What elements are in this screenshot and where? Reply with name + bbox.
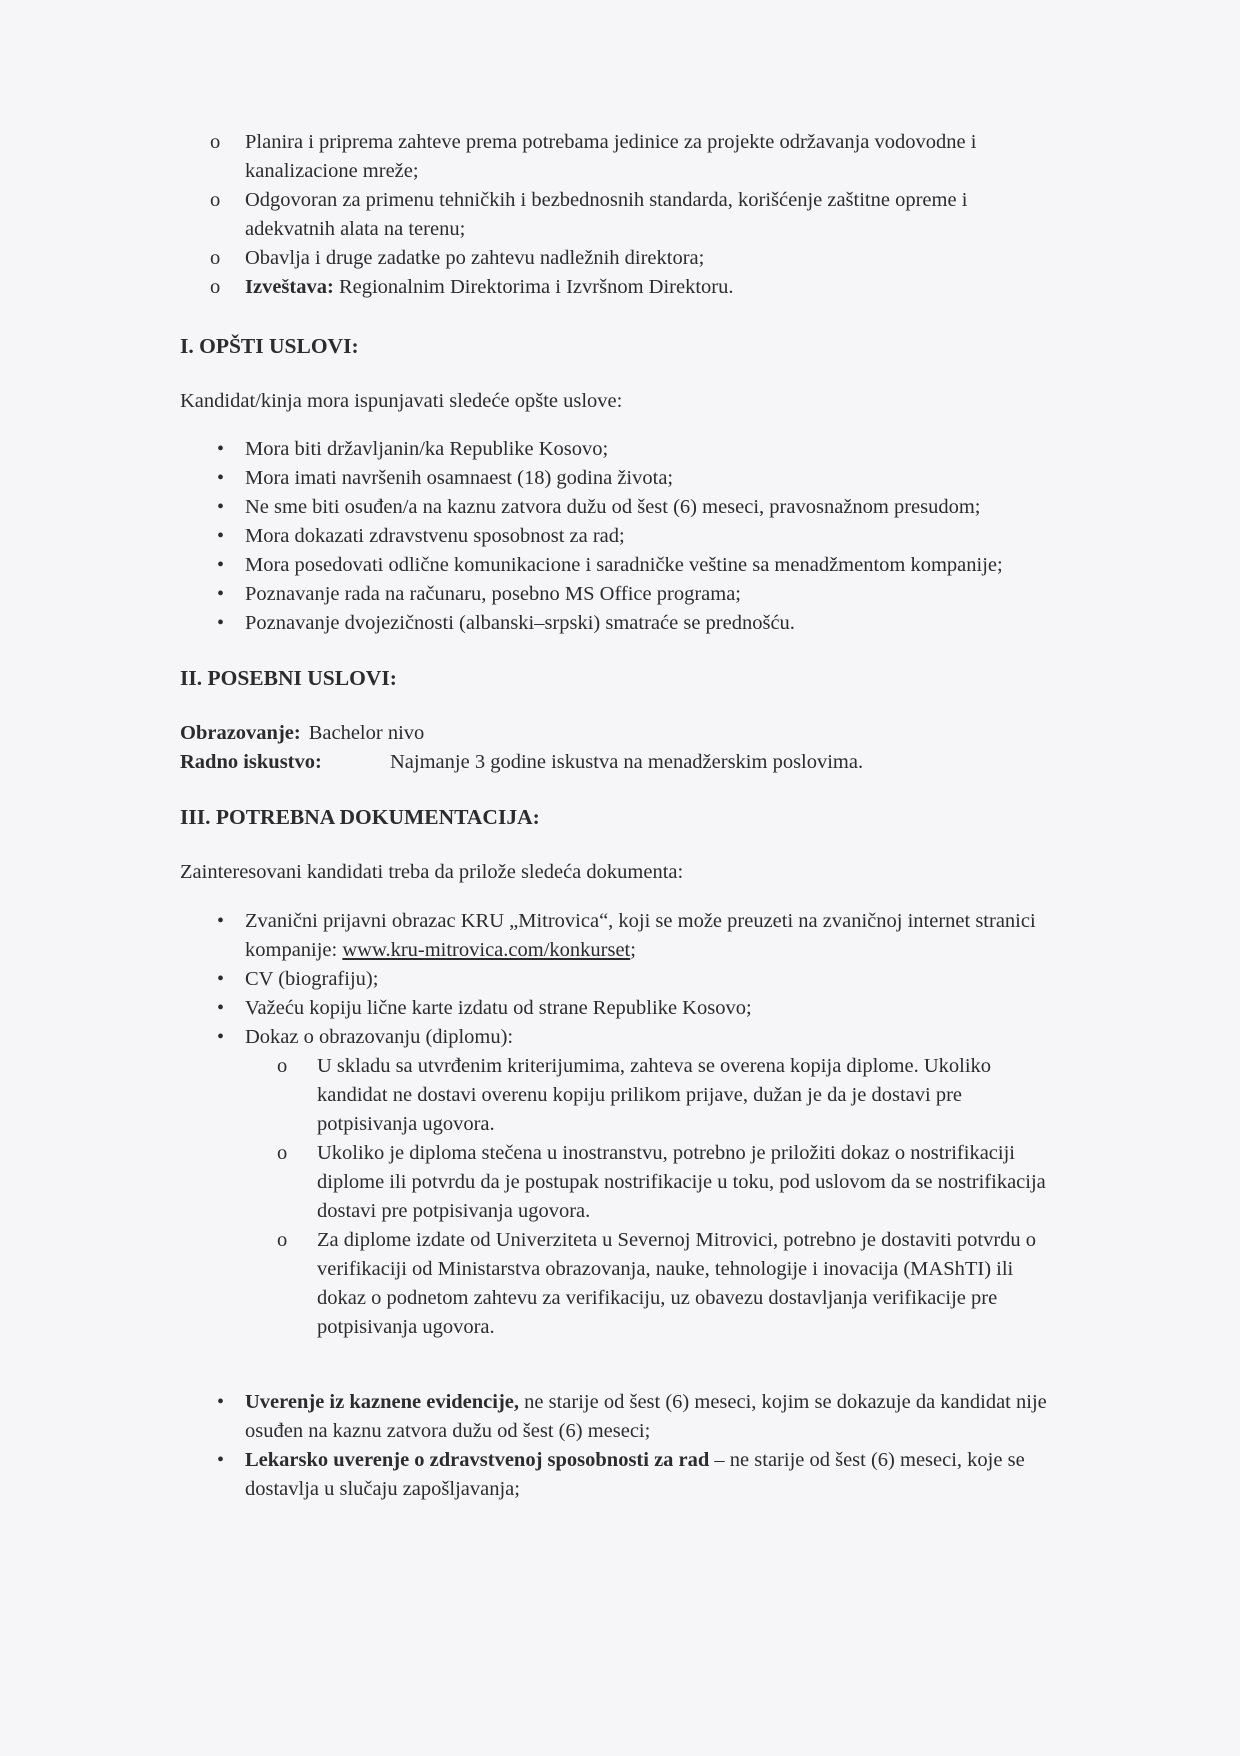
- list-item: • Važeću kopiju lične karte izdatu od strane Republike Kosovo;: [180, 994, 1060, 1023]
- list-item-reports: [180, 273, 1060, 302]
- list-item: • Poznavanje rada na računaru, posebno MS Office programa;: [180, 580, 1060, 609]
- section-heading-special: II. POSEBNI USLOVI:: [180, 666, 397, 690]
- documents-intro: Zainteresovani kandidati treba da prilože sledeća dokumenta:: [180, 861, 684, 883]
- list-item: o Obavlja i druge zadatke po zahtevu nadležnih direktora;: [180, 244, 1060, 273]
- list-item: o Odgovoran za primenu tehničkih i bezbednosnih standarda, korišćenje zaštitne opreme i adekvatnih alata na terenu;: [180, 186, 1060, 244]
- certificates-list: [180, 1388, 1060, 1504]
- list-item: • CV (biografiju);: [180, 965, 1060, 994]
- general-intro: Kandidat/kinja mora ispunjavati sledeće opšte uslove:: [180, 390, 623, 412]
- experience-row: [180, 748, 1060, 777]
- reports-text: Regionalnim Direktorima i Izvršnom Direktoru.: [338, 276, 734, 298]
- document-content: [180, 128, 1060, 1504]
- section-heading-documents: III. POTREBNA DOKUMENTACIJA:: [180, 805, 540, 829]
- general-conditions-list: [180, 435, 1060, 638]
- education-proof-sublist: [245, 1052, 1060, 1342]
- list-item: o Za diplome izdate od Univerziteta u Severnoj Mitrovici, potrebno je dostaviti potvrdu o verifikaciji od Ministarstva obrazovanja, nauke, tehnologije i inovacija (MAShTI) ili dokaz o podnetom zahtevu za verifikaciju, uz obavezu dostavljanja verifikacije pre potpisivanja ugovora.: [245, 1226, 1060, 1342]
- list-item: • Mora dokazati zdravstvenu sposobnost za rad;: [180, 522, 1060, 551]
- documents-list: [180, 907, 1060, 1342]
- medical-certificate-text: – ne starije od šest (6) meseci, koje se dostavlja u slučaju zapošljavanja;: [245, 1449, 1025, 1500]
- list-item: • Mora imati navršenih osamnaest (18) godina života;: [180, 464, 1060, 493]
- list-item-application-form: [180, 907, 1060, 965]
- website-link[interactable]: www.kru-mitrovica.com/konkurset: [342, 939, 631, 961]
- list-item: • Mora biti državljanin/ka Republike Kosovo;: [180, 435, 1060, 464]
- section-heading-general: I. OPŠTI USLOVI:: [180, 334, 359, 358]
- list-item: o Ukoliko je diploma stečena u inostranstvu, potrebno je priložiti dokaz o nostrifikaciji diplome ili potvrdu da je postupak nostrifikacije u toku, pod uslovom da se nostrifikacija dostavi pre potpisivanja ugovora.: [245, 1139, 1060, 1226]
- application-form-text: Zvanični prijavni obrazac KRU „Mitrovica“, koji se može preuzeti na zvaničnoj internet stranici kompanije:: [245, 910, 1036, 961]
- experience-value: Najmanje 3 godine iskustva na menadžerskim poslovima.: [390, 751, 864, 773]
- education-label: Obrazovanje:: [180, 722, 301, 744]
- application-form-end: ;: [630, 939, 636, 961]
- criminal-record-text: ne starije od šest (6) meseci, kojim se dokazuje da kandidat nije osuđen na kaznu zatvora dužu od šest (6) meseci;: [245, 1391, 1047, 1442]
- list-item: o Planira i priprema zahteve prema potrebama jedinice za projekte održavanja vodovodne i kanalizacione mreže;: [180, 128, 1060, 186]
- education-value: Bachelor nivo: [308, 722, 425, 744]
- duties-list: [180, 128, 1060, 302]
- education-proof-text: Dokaz o obrazovanju (diplomu):: [245, 1026, 514, 1048]
- education-row: [180, 719, 1060, 748]
- list-item-criminal-record: [180, 1388, 1060, 1446]
- reports-label: Izveštava:: [245, 276, 334, 298]
- list-item: • Poznavanje dvojezičnosti (albanski–srpski) smatraće se prednošću.: [180, 609, 1060, 638]
- list-item: • Ne sme biti osuđen/a na kaznu zatvora dužu od šest (6) meseci, pravosnažnom presudom;: [180, 493, 1060, 522]
- medical-certificate-label: Lekarsko uverenje o zdravstvenoj sposobnosti za rad: [245, 1449, 710, 1471]
- experience-label: Radno iskustvo:: [180, 751, 322, 773]
- list-item-medical-certificate: [180, 1446, 1060, 1504]
- list-item: o U skladu sa utvrđenim kriterijumima, zahteva se overena kopija diplome. Ukoliko kandidat ne dostavi overenu kopiju prilikom prijave, dužan je da je dostavi pre potpisivanja ugovora.: [245, 1052, 1060, 1139]
- list-item-education-proof: [180, 1023, 1060, 1342]
- list-item: • Mora posedovati odlične komunikacione i saradničke veštine sa menadžmentom kompanije;: [180, 551, 1060, 580]
- criminal-record-label: Uverenje iz kaznene evidencije,: [245, 1391, 520, 1413]
- special-conditions: [180, 719, 1060, 777]
